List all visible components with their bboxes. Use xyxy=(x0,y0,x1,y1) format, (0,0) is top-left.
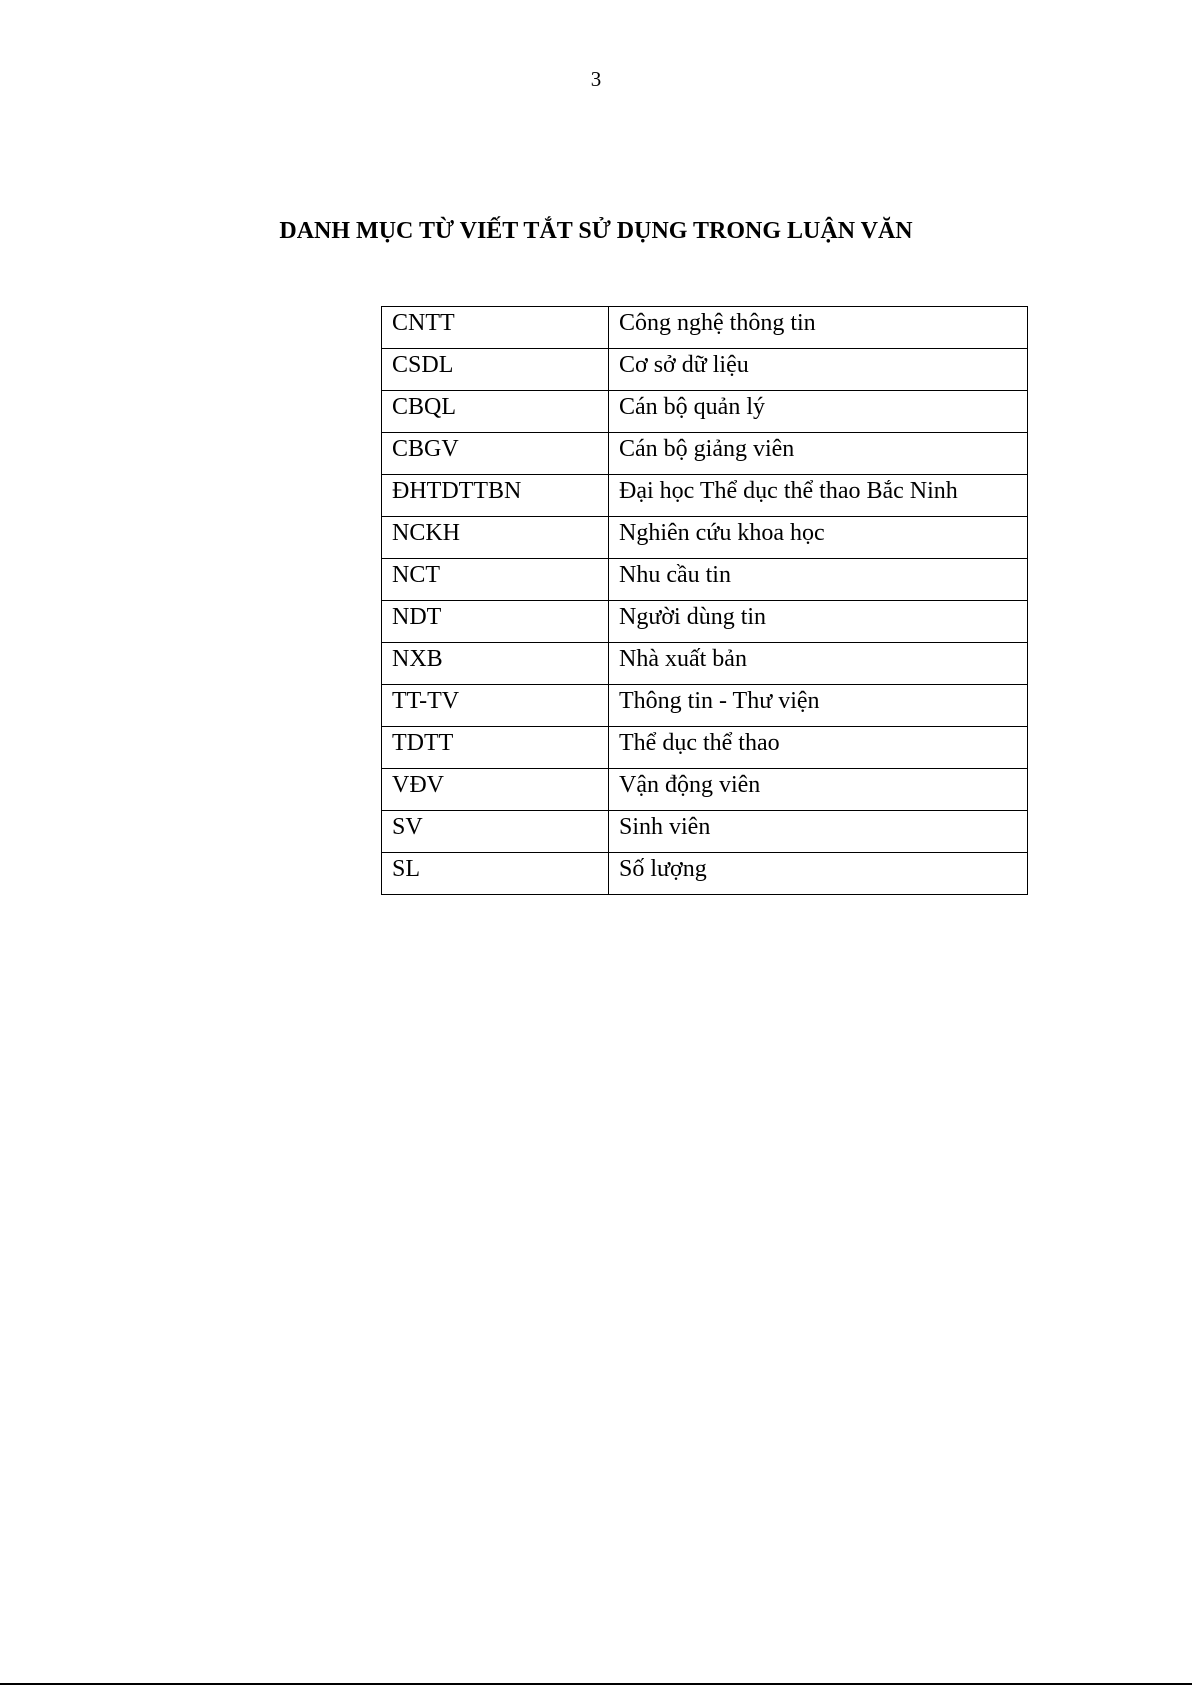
table-row xyxy=(382,601,1028,643)
table-row xyxy=(382,727,1028,769)
table-row xyxy=(382,811,1028,853)
table-row xyxy=(382,853,1028,895)
meaning-cell: Người dùng tin xyxy=(609,601,1028,643)
meaning-cell: Nhu cầu tin xyxy=(609,559,1028,601)
table-row xyxy=(382,475,1028,517)
table-row xyxy=(382,517,1028,559)
meaning-cell: Số lượng xyxy=(609,853,1028,895)
abbreviation-cell: NDT xyxy=(382,601,609,643)
abbreviation-cell: SV xyxy=(382,811,609,853)
table-row xyxy=(382,433,1028,475)
table-row xyxy=(382,307,1028,349)
page-number: 3 xyxy=(590,67,602,91)
table-row xyxy=(382,559,1028,601)
abbreviation-cell: TT-TV xyxy=(382,685,609,727)
meaning-cell: Thông tin - Thư viện xyxy=(609,685,1028,727)
meaning-cell: Đại học Thể dục thể thao Bắc Ninh xyxy=(609,475,1028,517)
abbreviation-cell: ĐHTDTTBN xyxy=(382,475,609,517)
meaning-cell: Công nghệ thông tin xyxy=(609,307,1028,349)
meaning-cell: Nhà xuất bản xyxy=(609,643,1028,685)
meaning-cell: Cán bộ quản lý xyxy=(609,391,1028,433)
table-row xyxy=(382,643,1028,685)
table-row xyxy=(382,685,1028,727)
meaning-cell: Cơ sở dữ liệu xyxy=(609,349,1028,391)
abbreviation-cell: SL xyxy=(382,853,609,895)
abbreviation-cell: NCT xyxy=(382,559,609,601)
meaning-cell: Thể dục thể thao xyxy=(609,727,1028,769)
abbreviation-cell: CSDL xyxy=(382,349,609,391)
abbreviation-table-body xyxy=(382,307,1028,895)
table-row xyxy=(382,769,1028,811)
meaning-cell: Sinh viên xyxy=(609,811,1028,853)
page-title: DANH MỤC TỪ VIẾT TẮT SỬ DỤNG TRONG LUẬN VĂN xyxy=(279,218,913,244)
meaning-cell: Nghiên cứu khoa học xyxy=(609,517,1028,559)
table-row xyxy=(382,349,1028,391)
abbreviation-cell: NCKH xyxy=(382,517,609,559)
meaning-cell: Vận động viên xyxy=(609,769,1028,811)
table-row xyxy=(382,391,1028,433)
abbreviation-cell: TDTT xyxy=(382,727,609,769)
abbreviation-cell: CNTT xyxy=(382,307,609,349)
abbreviation-cell: CBQL xyxy=(382,391,609,433)
abbreviation-cell: CBGV xyxy=(382,433,609,475)
abbreviation-cell: NXB xyxy=(382,643,609,685)
abbreviation-table xyxy=(381,306,1028,895)
meaning-cell: Cán bộ giảng viên xyxy=(609,433,1028,475)
abbreviation-cell: VĐV xyxy=(382,769,609,811)
